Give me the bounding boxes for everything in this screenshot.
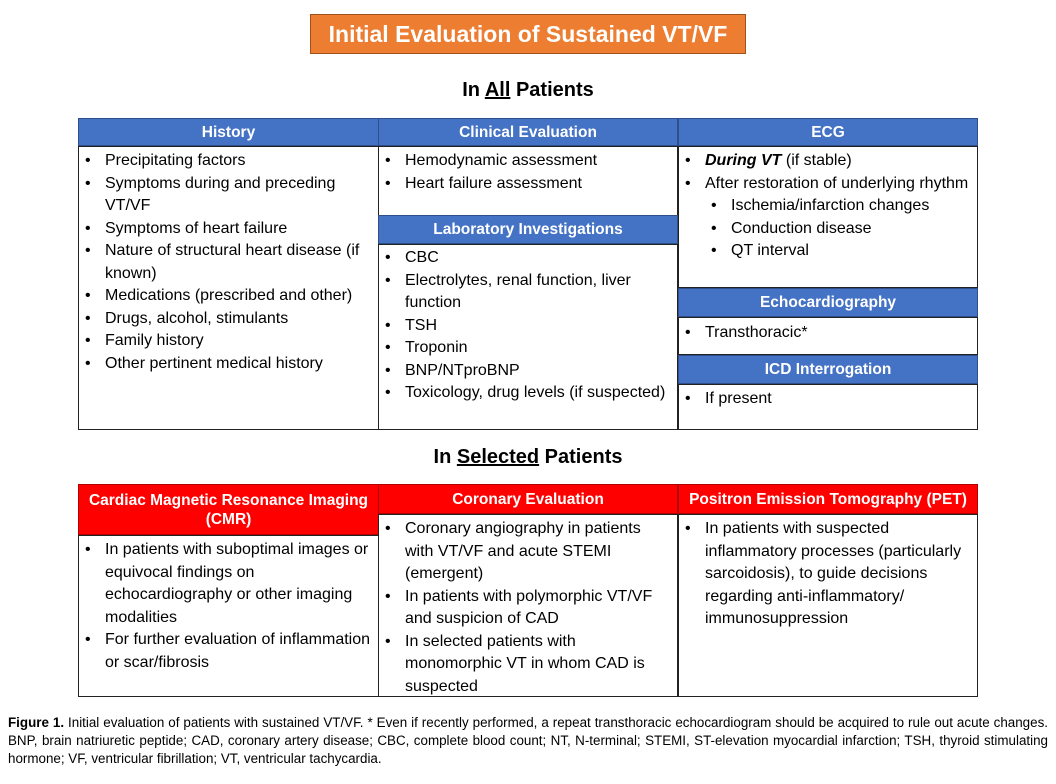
echo-list [679,322,971,345]
list-item: • In patients with suboptimal images or equivocal findings on echocardiography or other imaging modalities [79,539,370,629]
list-item: • For further evaluation of inflammation or scar/fibrosis [79,629,370,674]
list-item: • Precipitating factors [79,150,370,173]
clinical-list [379,150,671,195]
history-list [79,150,370,375]
echo-header: Echocardiography [678,288,978,317]
history-header: History [78,118,379,146]
list-item: • Drugs, alcohol, stimulants [79,308,370,331]
clinical-panel [378,146,678,216]
list-item: • In selected patients with monomorphic VT in whom CAD is suspected [379,631,671,699]
cmr-panel [78,535,379,697]
echo-panel [678,317,978,355]
clinical-header: Clinical Evaluation [378,118,678,146]
ecg-sublist [679,195,971,263]
list-item: • Other pertinent medical history [79,353,370,376]
list-item: • Symptoms of heart failure [79,218,370,241]
lab-list [379,247,671,405]
ecg-list [679,150,971,195]
list-item: • QT interval [679,240,971,263]
list-item: • BNP/NTproBNP [379,360,671,383]
section-title-selected: In Selected Patients [433,446,623,468]
list-item: • CBC [379,247,671,270]
lab-panel [378,244,678,430]
history-panel [78,146,379,430]
section-title-all: In All Patients [462,79,594,101]
list-item: • Ischemia/infarction changes [679,195,971,218]
list-item: • Family history [79,330,370,353]
figure-title: Initial Evaluation of Sustained VT/VF [310,14,746,54]
list-item: • Coronary angiography in patients with VT/VF and acute STEMI (emergent) [379,518,671,586]
list-item: • After restoration of underlying rhythm [679,173,971,196]
list-item: • Heart failure assessment [379,173,671,196]
cmr-header: Cardiac Magnetic Resonance Imaging (CMR) [78,484,379,535]
list-item: • Medications (prescribed and other) [79,285,370,308]
list-item: • Transthoracic* [679,322,971,345]
list-item: • TSH [379,315,671,338]
ecg-header: ECG [678,118,978,146]
lab-header: Laboratory Investigations [378,215,678,244]
list-item: • During VT (if stable) [679,150,971,173]
pet-header: Positron Emission Tomography (PET) [678,484,978,514]
icd-header: ICD Interrogation [678,355,978,384]
ecg-panel [678,146,978,288]
list-item: • If present [679,388,971,411]
list-item: • In patients with polymorphic VT/VF and suspicion of CAD [379,586,671,631]
list-item: • Symptoms during and preceding VT/VF [79,173,370,218]
coronary-list [379,518,671,698]
list-item: • Troponin [379,337,671,360]
pet-panel [678,514,978,697]
list-item: • Nature of structural heart disease (if known) [79,240,370,285]
icd-panel [678,384,978,430]
list-item: • Conduction disease [679,218,971,241]
coronary-header: Coronary Evaluation [378,484,678,514]
list-item: • In patients with suspected inflammatory processes (particularly sarcoidosis), to guide decisions regarding anti-inflammatory/ immunosuppression [679,518,971,631]
list-item: • Toxicology, drug levels (if suspected) [379,382,671,405]
pet-list [679,518,971,631]
list-item: • Electrolytes, renal function, liver function [379,270,671,315]
figure-caption: Figure 1. Initial evaluation of patients with sustained VT/VF. * Even if recently performed, a repeat transthoracic echocardiogram should be acquired to rule out acute changes. BNP, brain natriuretic peptide; CAD, coronary artery disease; CBC, complete blood count; NT, N-terminal; STEMI, ST-elevation myocardial infarction; TSH, thyroid stimulating hormone; VF, ventricular fibrillation; VT, ventricular tachycardia. [8,715,1048,766]
list-item: • Hemodynamic assessment [379,150,671,173]
icd-list [679,388,971,411]
cmr-list [79,539,370,674]
coronary-panel [378,514,678,697]
